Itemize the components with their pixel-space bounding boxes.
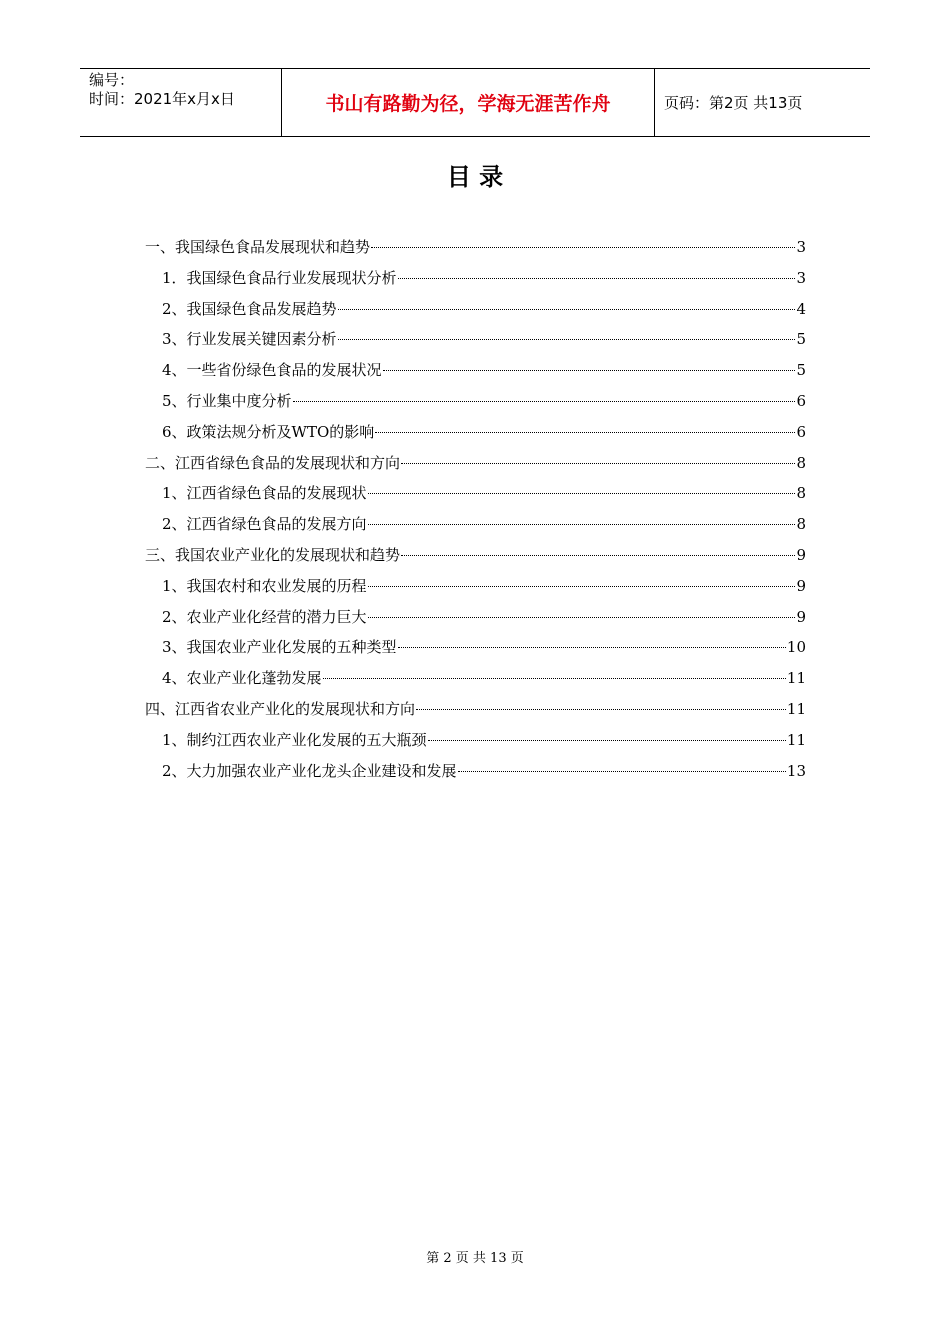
toc-leader-dots <box>416 709 786 710</box>
toc-entry-page: 10 <box>786 638 806 657</box>
toc-entry[interactable] <box>145 694 806 725</box>
toc-leader-dots <box>375 432 795 433</box>
toc-leader-dots <box>383 370 796 371</box>
header-page-label: 页码：第2页 共13页 <box>664 94 803 112</box>
toc-leader-dots <box>401 555 795 556</box>
toc-entry[interactable] <box>145 632 806 663</box>
toc-entry-page: 4 <box>796 299 806 318</box>
toc-entry-text: 2、我国绿色食品发展趋势 <box>162 299 337 318</box>
toc-entry-page: 5 <box>796 330 806 349</box>
toc-entry-page: 8 <box>796 515 806 534</box>
toc-entry-page: 8 <box>796 453 806 472</box>
toc-entry[interactable] <box>145 663 806 694</box>
toc-entry[interactable] <box>145 324 806 355</box>
header-motto: 书山有路勤为径，学海无涯苦作舟 <box>282 69 655 136</box>
toc-entry-page: 9 <box>796 576 806 595</box>
toc-leader-dots <box>398 647 786 648</box>
toc-entry-page: 6 <box>796 391 806 410</box>
toc-entry[interactable] <box>145 602 806 633</box>
toc-leader-dots <box>293 401 796 402</box>
toc-entry[interactable] <box>145 263 806 294</box>
toc-entry-text: 2、大力加强农业产业化龙头企业建设和发展 <box>162 761 457 780</box>
toc-entry-text: 一、我国绿色食品发展现状和趋势 <box>145 238 371 256</box>
toc-entry[interactable] <box>145 386 806 417</box>
toc-entry[interactable] <box>145 355 806 386</box>
toc-entry-page: 9 <box>796 607 806 626</box>
toc-leader-dots <box>458 771 786 772</box>
toc-entry-page: 9 <box>796 545 806 564</box>
toc-entry-text: 4、一些省份绿色食品的发展状况 <box>162 361 382 380</box>
toc-leader-dots <box>371 247 795 248</box>
page-footer: 第 2 页 共 13 页 <box>426 1251 524 1266</box>
toc-entry-page: 11 <box>786 730 806 749</box>
page-header <box>80 68 870 137</box>
toc-entry-page: 13 <box>786 761 806 780</box>
toc-entry[interactable] <box>145 756 806 787</box>
toc-entry[interactable] <box>145 294 806 325</box>
toc-leader-dots <box>338 309 796 310</box>
toc-entry-text: 6、政策法规分析及WTO的影响 <box>162 422 375 441</box>
header-meta <box>80 69 282 136</box>
toc-entry-text: 5、行业集中度分析 <box>162 391 292 410</box>
page-title: 目 录 <box>446 163 504 191</box>
toc-entry[interactable] <box>145 509 806 540</box>
toc-entry[interactable] <box>145 232 806 263</box>
toc-entry-text: 1．我国绿色食品行业发展现状分析 <box>162 268 397 287</box>
toc-leader-dots <box>368 524 796 525</box>
toc-entry-page: 3 <box>796 268 806 287</box>
toc-entry-page: 3 <box>796 238 806 256</box>
toc-leader-dots <box>368 493 796 494</box>
toc-entry-page: 5 <box>796 361 806 380</box>
toc-entry-text: 四、江西省农业产业化的发展现状和方向 <box>145 699 416 718</box>
toc-leader-dots <box>338 339 796 340</box>
toc-entry[interactable] <box>145 725 806 756</box>
toc-entry-page: 6 <box>796 422 806 441</box>
toc-entry-text: 2、江西省绿色食品的发展方向 <box>162 515 367 534</box>
toc-entry[interactable] <box>145 478 806 509</box>
time-label: 时间：2021年x月x日 <box>89 90 235 108</box>
toc-entry-text: 4、农业产业化蓬勃发展 <box>162 669 322 688</box>
toc-entry-page: 11 <box>786 699 806 718</box>
toc-entry-text: 三、我国农业产业化的发展现状和趋势 <box>145 545 401 564</box>
toc-entry[interactable] <box>145 448 806 479</box>
toc-entry-text: 二、江西省绿色食品的发展现状和方向 <box>145 453 401 472</box>
toc-entry-text: 1、制约江西农业产业化发展的五大瓶颈 <box>162 730 427 749</box>
toc-entry-text: 3、行业发展关键因素分析 <box>162 330 337 349</box>
toc-entry-page: 11 <box>786 669 806 688</box>
toc-entry[interactable] <box>145 540 806 571</box>
toc-entry-text: 2、农业产业化经营的潜力巨大 <box>162 607 367 626</box>
toc-leader-dots <box>323 678 786 679</box>
toc-leader-dots <box>428 740 786 741</box>
number-label: 编号： <box>89 71 135 89</box>
toc-entry[interactable] <box>145 417 806 448</box>
toc-entry-page: 8 <box>796 484 806 503</box>
toc-entry-text: 1、江西省绿色食品的发展现状 <box>162 484 367 503</box>
toc-leader-dots <box>398 278 796 279</box>
toc-entry-text: 3、我国农业产业化发展的五种类型 <box>162 638 397 657</box>
toc-entry[interactable] <box>145 571 806 602</box>
table-of-contents <box>145 232 806 786</box>
toc-entry-text: 1、我国农村和农业发展的历程 <box>162 576 367 595</box>
toc-leader-dots <box>368 617 796 618</box>
toc-leader-dots <box>401 463 795 464</box>
toc-leader-dots <box>368 586 796 587</box>
